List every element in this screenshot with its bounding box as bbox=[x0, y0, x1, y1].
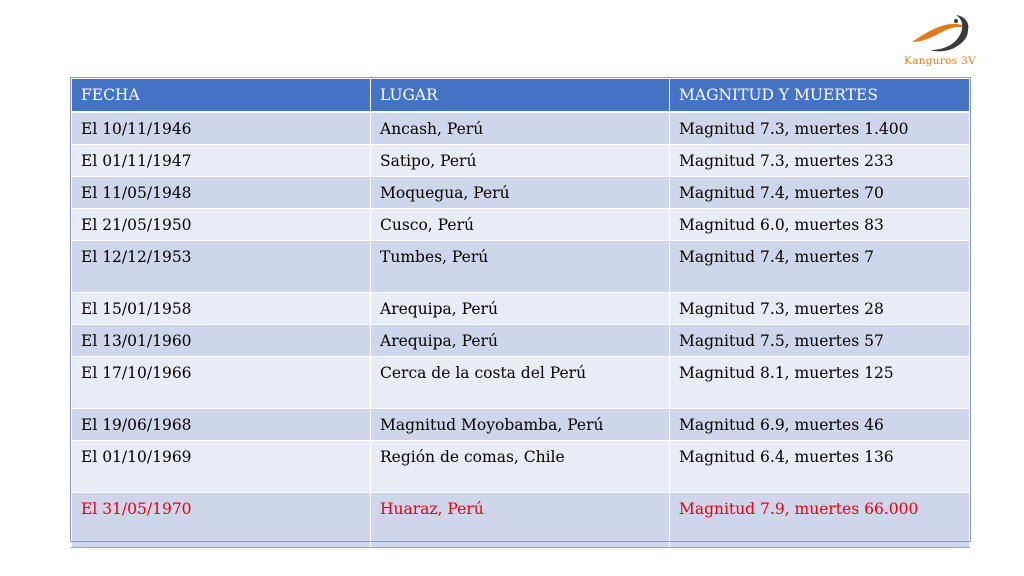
table-row bbox=[72, 145, 970, 177]
cell-magnitud: Magnitud 7.3, muertes 233 bbox=[670, 145, 970, 177]
cell-fecha: El 01/11/1947 bbox=[72, 145, 371, 177]
table-row bbox=[72, 293, 970, 325]
cell-fecha: El 17/10/1966 bbox=[72, 357, 371, 409]
cell-magnitud: Magnitud 7.5, muertes 57 bbox=[670, 325, 970, 357]
cell-magnitud: Magnitud 7.4, muertes 7 bbox=[670, 241, 970, 293]
cell-lugar: Huaraz, Perú bbox=[371, 493, 670, 548]
cell-lugar: Cerca de la costa del Perú bbox=[371, 357, 670, 409]
cell-fecha: El 31/05/1970 bbox=[72, 493, 371, 548]
table-row bbox=[72, 409, 970, 441]
cell-fecha: El 12/12/1953 bbox=[72, 241, 371, 293]
cell-magnitud: Magnitud 6.4, muertes 136 bbox=[670, 441, 970, 493]
column-header-magnitud: MAGNITUD Y MUERTES bbox=[670, 79, 970, 113]
cell-fecha: El 15/01/1958 bbox=[72, 293, 371, 325]
table-row bbox=[72, 209, 970, 241]
brand-name: Kanguros 3V bbox=[904, 55, 976, 67]
cell-lugar: Arequipa, Perú bbox=[371, 293, 670, 325]
cell-lugar: Ancash, Perú bbox=[371, 112, 670, 145]
cell-lugar: Cusco, Perú bbox=[371, 209, 670, 241]
cell-fecha: El 10/11/1946 bbox=[72, 112, 371, 145]
column-header-fecha: FECHA bbox=[72, 79, 371, 113]
table-row bbox=[72, 357, 970, 409]
cell-magnitud: Magnitud 7.3, muertes 28 bbox=[670, 293, 970, 325]
cell-magnitud: Magnitud 7.9, muertes 66.000 bbox=[670, 493, 970, 548]
cell-lugar: Tumbes, Perú bbox=[371, 241, 670, 293]
cell-magnitud: Magnitud 7.3, muertes 1.400 bbox=[670, 112, 970, 145]
kangaroo-swirl-icon bbox=[906, 12, 978, 58]
table-row bbox=[72, 241, 970, 293]
column-header-lugar: LUGAR bbox=[371, 79, 670, 113]
cell-lugar: Moquegua, Perú bbox=[371, 177, 670, 209]
table-row-highlighted bbox=[72, 493, 970, 548]
cell-fecha: El 21/05/1950 bbox=[72, 209, 371, 241]
cell-lugar: Región de comas, Chile bbox=[371, 441, 670, 493]
table-header-row bbox=[72, 79, 970, 113]
cell-lugar: Satipo, Perú bbox=[371, 145, 670, 177]
cell-fecha: El 11/05/1948 bbox=[72, 177, 371, 209]
cell-fecha: El 01/10/1969 bbox=[72, 441, 371, 493]
cell-lugar: Magnitud Moyobamba, Perú bbox=[371, 409, 670, 441]
cell-magnitud: Magnitud 6.9, muertes 46 bbox=[670, 409, 970, 441]
brand-logo bbox=[900, 12, 1000, 70]
earthquakes-table bbox=[71, 78, 970, 548]
table-row bbox=[72, 325, 970, 357]
table-row bbox=[72, 112, 970, 145]
cell-magnitud: Magnitud 6.0, muertes 83 bbox=[670, 209, 970, 241]
cell-magnitud: Magnitud 8.1, muertes 125 bbox=[670, 357, 970, 409]
table-row bbox=[72, 177, 970, 209]
cell-lugar: Arequipa, Perú bbox=[371, 325, 670, 357]
table-row bbox=[72, 441, 970, 493]
cell-fecha: El 13/01/1960 bbox=[72, 325, 371, 357]
cell-magnitud: Magnitud 7.4, muertes 70 bbox=[670, 177, 970, 209]
cell-fecha: El 19/06/1968 bbox=[72, 409, 371, 441]
